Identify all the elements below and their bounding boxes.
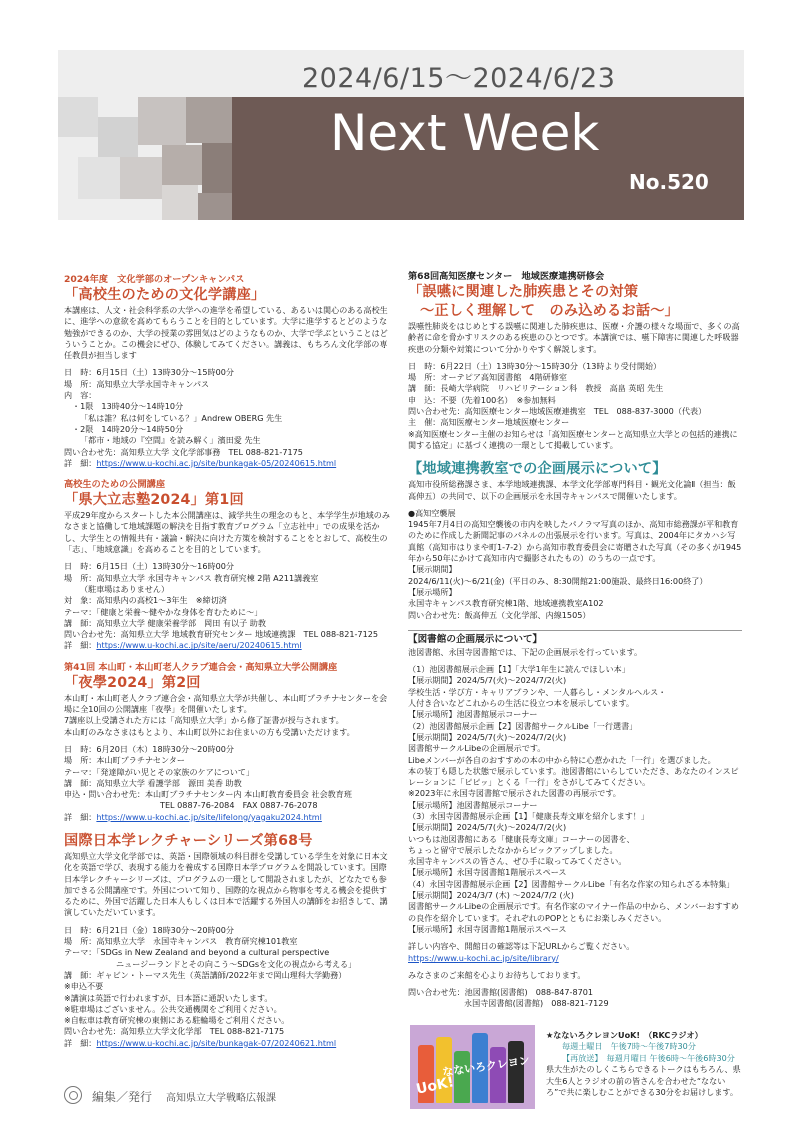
event-kicker: 第41回 本山町・本山町老人クラブ連合会・高知県立大学公開講座: [64, 661, 338, 673]
event-contact: 問い合わせ先：高知県立大学文化学部 TEL 088-821-7175: [64, 1026, 285, 1037]
radio-desc: 県大生がたのしくこちらできるトークはもちろん、県大生6人とラジオの前の皆さんを合わせた“なないろ”で共に楽しむことができる30分をお届けします。: [546, 1064, 741, 1098]
event-period-2: ・2限 14時20分～14時50分: [72, 423, 184, 434]
event-note: ※講演は英語で行われますが、日本語に通訳いたします。: [64, 992, 273, 1003]
exhibit-period: 【展示期間】2024/5/7(火)～2024/7/2(火): [408, 675, 567, 686]
event-contact: 問い合わせ先：高知医療センター地域医療連携室 TEL 088-837-3000（代表）: [408, 406, 707, 417]
exhibit-item: （4）永国寺図書館展示企画【2】図書館サークルLibe「有名な作家の知られざる本特集」: [408, 878, 735, 889]
exhibit-text: 永国寺キャンパスの皆さん、ぜひ手に取ってみてください。: [408, 856, 627, 867]
event-link[interactable]: https://www.u-kochi.ac.jp/site/bunkagak-07/20240621.html: [96, 1037, 337, 1048]
event-heading: 【地域連携教室での企画展示について】: [408, 461, 667, 478]
newsletter-title: Next Week: [330, 104, 600, 162]
event-subheading: ～正しく理解して のみ込めるお話～」: [420, 303, 679, 319]
event-library-exhibit: [408, 630, 742, 1010]
event-theme-ja: ニュージーランドとその向こう〜SDGsを文化の視点から考える」: [116, 958, 357, 969]
library-contact-2: 永国寺図書館(図書館) 088-821-7129: [464, 998, 609, 1009]
exhibit-text: いつもは池図書館にある「健康長寿文庫」コーナーの図書を、: [408, 833, 635, 844]
radio-time: 毎週土曜日 午後7時～午後7時30分: [562, 1041, 696, 1052]
event-body: 本山町のみなさまはもとより、本山町以外にお住まいの方も受講いただけます。: [64, 726, 355, 737]
exhibit-text: 人付き合いなどこれからの生活に役立つ本を展示しています。: [408, 698, 634, 709]
event-detail: [64, 812, 394, 823]
event-date: 日 時：6月15日（土）13時30分～15時00分: [64, 367, 234, 378]
exhibit-item: （1）池図書館展示企画【1】「大学1年生に読んでほしい本」: [408, 664, 630, 675]
radio-logo-word: なないろクレヨン: [441, 1053, 531, 1080]
event-risshi-juku: [64, 478, 394, 652]
exhibit-item: （2）池図書館展示企画【2】図書館サークルLibe「一行選書」: [408, 720, 638, 731]
exhibit-text: 本の装丁も隠した状態で展示しています。池図書館にいらしていただき、あなたのインスピレーションに「ピピッ」とくる「一行」をさがしてみてください。: [408, 765, 739, 788]
library-more: 詳しい内容や、開館日の確認等は下記URLからご覧ください。: [408, 941, 635, 952]
exhibit-venue: 【展示場所】永国寺図書館1階展示スペース: [408, 867, 567, 878]
event-note: ※申込不要: [64, 981, 104, 992]
event-heading: 国際日本学レクチャーシリーズ第68号: [64, 832, 313, 849]
exhibit-period: 【展示期間】2024/5/7(火)～2024/7/2(火): [408, 731, 567, 742]
event-note: ※高知医療センター主催のお知らせは「高知医療センターと高知県立大学との包括的連携に関する協定」に基づく連携の一環として掲載しています。: [408, 428, 738, 450]
exhibit-venue: 【展示場所】池図書館展示コーナー: [408, 709, 538, 720]
event-venue-note: （駐車場はありません）: [80, 583, 170, 594]
event-note: ※駐車場はございません。公共交通機関をご利用ください。: [64, 1003, 282, 1014]
radio-info: [546, 1030, 744, 1098]
radio-logo-uok: UoK!: [414, 1074, 456, 1098]
event-heading: 「県大立志塾2024」第1回: [64, 492, 244, 509]
event-body: 高知市役所総務課さま、本学地域連携課、本学文化学部専門科目・観光文化論Ⅱ（担当：飯高伸五）の共同で、以下の企画展示を永国寺キャンパスで開催いたします。: [408, 479, 736, 501]
event-lecturer: 講 師：高知県立大学 健康栄養学部 岡田 有以子 助教: [64, 617, 266, 628]
library-welcome: みなさまのご来館を心よりお待ちしております。: [408, 969, 586, 980]
exhibit-period: 【展示期間】2024/5/7(火)～2024/7/2(火): [408, 822, 567, 833]
event-venue: 永国寺キャンパス教育研究棟1階、地域連携教室A102: [408, 598, 604, 609]
event-period: 2024/6/11(火)～6/21(金)（平日のみ、8:30開館21:00施設、最終日16:00終了）: [408, 575, 708, 586]
event-exhibit-regional: [408, 460, 742, 621]
event-yagaku: [64, 661, 394, 823]
event-venue: 場 所：高知県立大学 永国寺キャンパス 教育研究棟 2階 A211講義室: [64, 572, 319, 583]
event-period-2-title: 「都市・地域の『空間』を読み解く」濱田愛 先生: [80, 435, 261, 446]
event-target: 対 象：高知県内の高校1～3年生 ※締切済: [64, 595, 227, 606]
event-intro: 池図書館、永国寺図書館では、下記の企画展示を行っています。: [408, 646, 643, 657]
radio-title: ★なないろクレヨンUoK! （RKCラジオ）: [546, 1030, 703, 1040]
footer: [64, 1086, 276, 1105]
event-heading: 【図書館の企画展示について】: [408, 630, 742, 647]
detail-label: 詳 細：: [64, 811, 97, 822]
venue-label: 【展示場所】: [408, 586, 457, 597]
event-detail: [64, 1038, 394, 1049]
footer-label: 編集／発行: [92, 1090, 153, 1104]
radio-rerun: 【再放送】 毎週月曜日 午後6時～午後6時30分: [562, 1052, 735, 1063]
event-theme: テーマ：「健康と栄養～健やかな身体を育むために～」: [64, 606, 263, 617]
event-venue: 場 所：オーテピア高知図書館 4階研修室: [408, 372, 567, 383]
event-lecturer: 講 師：ギャビン・トーマス先生（英語講師/2022年まで岡山理科大学勤務）: [64, 969, 347, 980]
event-venue: 場 所：高知県立大学 永国寺キャンパス 教育研究棟101教室: [64, 936, 298, 947]
event-theme: テーマ：「発達障がい児とその家族のケアについて」: [64, 766, 255, 777]
event-contact-phone: TEL 0887-76-2084 FAX 0887-76-2078: [160, 800, 318, 811]
event-kicker: 2024年度 文化学部のオープンキャンパス: [64, 274, 245, 285]
event-lecturer: 講 師：高知県立大学 看護学部 源田 美香 助教: [64, 777, 242, 788]
event-medical-seminar: [408, 270, 742, 451]
period-label: 【展示期間】: [408, 564, 457, 575]
detail-label: 詳 細：: [64, 640, 97, 651]
library-contact: 問い合わせ先：池図書館(図書館) 088-847-8701: [408, 987, 594, 998]
issue-number: No.520: [629, 170, 709, 194]
exhibit-period: 【展示期間】2024/3/7 (木) ～2024/7/2 (火): [408, 890, 574, 901]
detail-label: 詳 細：: [64, 1037, 97, 1048]
event-link[interactable]: https://www.u-kochi.ac.jp/site/bunkagak-05/20240615.html: [96, 457, 337, 468]
event-date: 日 時：6月20日（木）18時30分～20時00分: [64, 743, 234, 754]
event-body: 誤嚥性肺炎をはじめとする誤嚥に関連した肺疾患は、医療・介護の様々な場面で、多くの高齢者に命を脅かすリスクのある疾患のひとつです。本講演では、嚥下障害に関連した呼吸器疾患の分類や対策について分かりやすく解説します。: [408, 321, 740, 354]
event-contact: 申込・問い合わせ先：本山町プラチナセンター内 本山町教育委員会 社会教育班: [64, 789, 352, 800]
event-heading: 「夜學2024」第2回: [64, 674, 201, 691]
event-lecturer: 講 師：長崎大学病院 リハビリテーション科 教授 高畠 英昭 先生: [408, 383, 664, 394]
header-mosaic: [58, 97, 232, 220]
event-body: 7講座以上受講された方には「高知県立大学」から修了証書が授与されます。: [64, 715, 344, 726]
exhibit-item: （3）永国寺図書館展示企画【1】「健康長寿文庫を紹介します！」: [408, 810, 649, 821]
event-contact: 問い合わせ先：高知県立大学 文化学部事務 TEL 088-821-7175: [64, 446, 303, 457]
exhibit-venue: 【展示場所】永国寺図書館1階展示スペース: [408, 923, 567, 934]
exhibit-text: 学校生活・学び方・キャリアプランや、一人暮らし・メンタルヘルス・: [408, 686, 667, 697]
event-venue: 場 所：高知県立大学永国寺キャンパス: [64, 378, 210, 389]
library-link[interactable]: https://www.u-kochi.ac.jp/site/library/: [408, 952, 559, 963]
event-contact: 問い合わせ先：高知県立大学 地域教育研究センター 地域連携課 TEL 088-821-7125: [64, 629, 379, 640]
event-date: 日 時：6月21日（金）18時30分～20時00分: [64, 924, 234, 935]
footer-org: 高知県立大学戦略広報課: [166, 1093, 277, 1104]
exhibit-venue: 【展示場所】池図書館展示コーナー: [408, 799, 538, 810]
exhibit-text: ちょっと留守で展示したなかからピックアップしました。: [408, 844, 618, 855]
exhibit-text: 図書館サークルLibeの企画展示です。有名作家のマイナー作品の中から、メンバーおすすめの良作を紹介しています。それぞれのPOPとともにお楽しみください。: [408, 901, 739, 923]
event-link[interactable]: https://www.u-kochi.ac.jp/site/lifelong/yagaku2024.html: [96, 811, 322, 822]
event-detail: [64, 640, 394, 651]
event-link[interactable]: https://www.u-kochi.ac.jp/site/aeru/20240615.html: [96, 640, 302, 651]
exhibit-text: 図書館サークルLibeの企画展示です。: [408, 743, 546, 754]
exhibit-note: ※2023年に永国寺図書館で展示された図書の再展示です。: [408, 788, 621, 799]
event-heading: 「高校生のための文化学講座」: [64, 287, 266, 303]
event-body: 平成29年度からスタートした本公開講座は、減学共生の理念のもと、本学学生が地域のみなさまと協働して地域課題の解決を目指す教育プログラム「立志社中」での成果を活かし、大学生との情報共有・議論・解決に向けた方策を検討することをとおして、高校生の「志」、「地域意識」を高めることを目的としています。: [64, 510, 390, 555]
event-period-1: ・1限 13時40分～14時10分: [72, 401, 184, 412]
event-date: 日 時：6月22日（土）13時30分～15時30分（13時より受付開始）: [408, 360, 662, 371]
event-period-1-title: 「私は誰？私は何をしている？」Andrew OBERG 先生: [80, 412, 283, 423]
event-date: 日 時：6月15日（土）13時30分～16時00分: [64, 561, 234, 572]
left-column: [64, 273, 394, 1058]
right-column: [408, 270, 742, 1019]
event-contact: 問い合わせ先：飯高伸五（文化学部、内線1505）: [408, 609, 591, 620]
event-body: 1945年7月4日の高知空襲後の市内を映したパノラマ写真のほか、高知市総務課が平和教育のために作成した新聞記事のパネルの出張展示を行います。写真は、2004年にタカハシ写真館（高知市はりまや町1-7-2）から高知市教育委員会に寄贈された写真（その多くが1945年から50年にかけて高知市内で撮影されたもの）のうちの一点です。: [408, 519, 742, 564]
event-body: 本講座は、人文・社会科学系の大学への進学を希望している、あるいは関心のある高校生に、進学への意欲を高めてもらうことを目的としています。大学に進学するとどのような勉強ができるのか、大学の授業の雰囲気はどのようなものか、大学で学ぶということはどういうことか。この機会にぜひ、体験してみてください。講義は、もちろん文化学部の専任教員が担当します: [64, 305, 388, 361]
event-body: 高知県立大学文化学部では、英語・国際領域の科目群を受講している学生を対象に日本文化を英語で学び、表現する能力を養成する国際日本学プログラムを開設しています。国際日本学レクチャーシリーズは、プログラムの一環として開設されましたが、どなたでも参加できる公開講座です。外国について知り、国際的な視点から物事を考える機会を提供するために、外国で活躍した日本人もしくは日本で活躍する外国人の講師をお招きして、講演していただいています。: [64, 850, 388, 918]
event-culture-lecture: [64, 273, 394, 469]
event-subhead: ●高知空襲展: [408, 507, 456, 518]
date-range: 2024/6/15～2024/6/23: [302, 63, 616, 94]
event-kicker: 第68回高知医療センター 地域医療連携研修会: [408, 271, 605, 282]
event-detail: [64, 458, 394, 469]
event-theme: テーマ：「SDGs in New Zealand and beyond a cultural perspective: [64, 947, 330, 958]
event-apply: 申 込：不要（先着100名） ※参加無料: [408, 394, 556, 405]
event-heading: 「誤嚥に関連した肺疾患とその対策: [408, 284, 639, 300]
detail-label: 詳 細：: [64, 457, 97, 468]
university-logo-icon: [64, 1086, 82, 1104]
event-venue: 場 所：本山町プラチナセンター: [64, 755, 185, 766]
exhibit-text: Libeメンバーが各自のおすすめの本の中から特に心惹かれた「一行」を選びました。: [408, 754, 716, 765]
event-content-label: 内 容：: [64, 390, 97, 401]
event-body: 本山町・本山町老人クラブ連合会・高知県立大学が共催し、本山町プラチナセンターを会場に全10回の公開講座「夜學」を開催いたします。: [64, 692, 388, 715]
event-note: ※自転車は教育研究棟の東側にある駐輪場をご利用ください。: [64, 1015, 290, 1026]
event-lecture-series: [64, 832, 394, 1049]
event-organizer: 主 催：高知医療センター地域医療センター: [408, 417, 570, 428]
event-kicker: 高校生のための公開講座: [64, 479, 166, 491]
